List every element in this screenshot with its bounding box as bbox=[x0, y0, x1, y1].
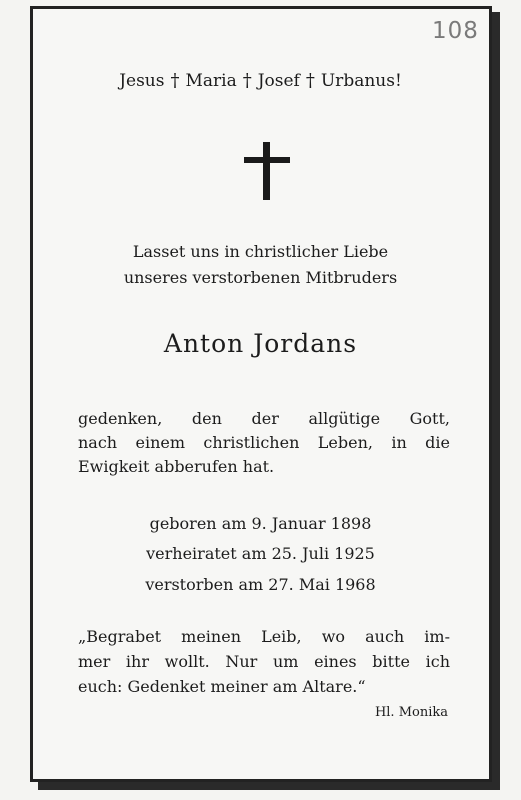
invocation-josef: Josef bbox=[257, 71, 300, 91]
death-date: verstorben am 27. Mai 1968 bbox=[145, 575, 376, 594]
handwritten-number: 108 bbox=[432, 18, 479, 44]
cross-horizontal-bar bbox=[244, 157, 290, 163]
quote-line-2: mer ihr wollt. Nur um eines bitte ich bbox=[78, 652, 450, 671]
paragraph-line-3: Ewigkeit abberufen hat. bbox=[78, 457, 275, 476]
quote-attribution: Hl. Monika bbox=[374, 705, 448, 720]
invocation-line bbox=[0, 70, 521, 91]
birth-date: geboren am 9. Januar 1898 bbox=[149, 514, 372, 533]
intro-line-2: unseres verstorbenen Mitbruders bbox=[123, 268, 398, 287]
invocation-urbanus: Urbanus! bbox=[320, 71, 402, 91]
quote-line-3: euch: Gedenket meiner am Altare.“ bbox=[78, 677, 366, 696]
paragraph-line-2: nach einem christlichen Leben, in die bbox=[78, 433, 450, 452]
dagger-icon: † bbox=[242, 70, 252, 91]
card-shadow-bottom bbox=[38, 782, 500, 790]
latin-cross-icon bbox=[244, 142, 290, 200]
marriage-date: verheiratet am 25. Juli 1925 bbox=[146, 544, 375, 563]
invocation-maria: Maria bbox=[185, 71, 237, 91]
paragraph-line-1: gedenken, den der allgütige Gott, bbox=[78, 409, 450, 428]
cross-vertical-bar bbox=[263, 142, 270, 200]
dagger-icon: † bbox=[170, 70, 180, 91]
card-shadow-right bbox=[492, 12, 500, 790]
invocation-jesus: Jesus bbox=[119, 71, 165, 91]
intro-line-1: Lasset uns in christlicher Liebe bbox=[132, 242, 389, 261]
deceased-name: Anton Jordans bbox=[163, 329, 358, 358]
dagger-icon: † bbox=[305, 70, 315, 91]
quote-line-1: „Begrabet meinen Leib, wo auch im- bbox=[78, 627, 450, 646]
